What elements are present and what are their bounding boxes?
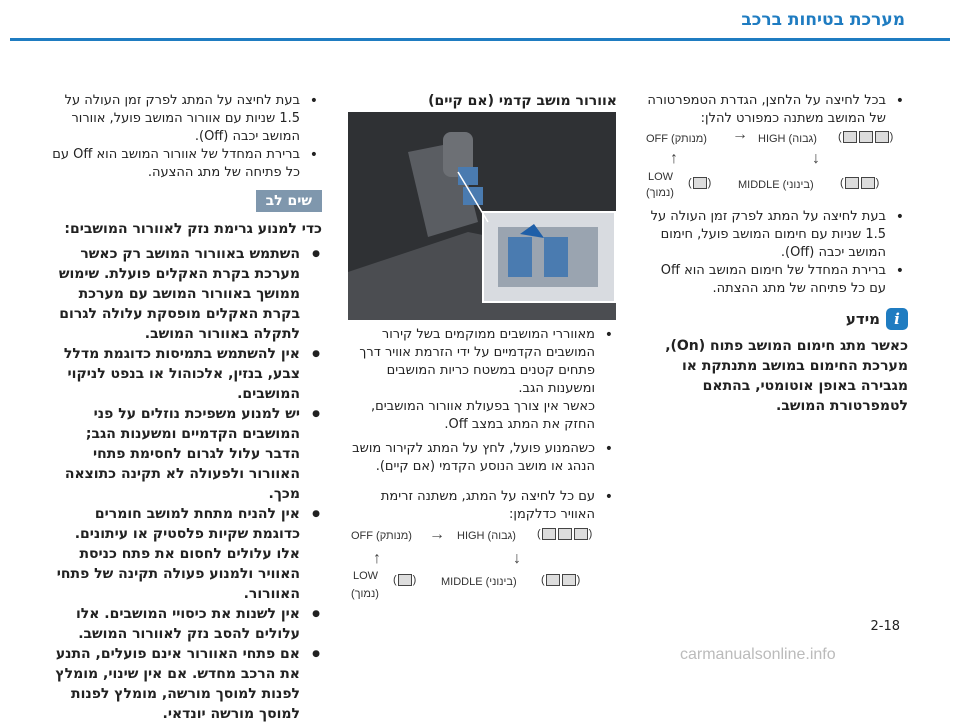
caution-item: ● אין לשנות את כיסויי המושבים. אלו עלולים להסב נזק לאוורור המושב. — [50, 604, 322, 644]
heated-seat-bullet-3: • ברירת המחדל של חימום המושב הוא Off עם כל פתיחה של מתג ההצתה. — [640, 262, 908, 298]
caution-item: ● אין להשתמש בתמיסות כדוגמת מדלל צבע, בנזין, אלכוהול או בנפט לניקוי המושבים. — [50, 344, 322, 404]
middle-column-text — [345, 326, 617, 524]
diagram-off: OFF (מנותק) — [646, 133, 707, 145]
note-text: כאשר מתג חימום המושב פתוח (On), מערכת החימום במושב מתנתקת או מגבירה באופן אוטומטי, בהתאם לטמפרטורת המושב. — [665, 338, 908, 414]
caution-item: ● יש למנוע משפיכת נוזלים על פני המושבים הקדמיים ומשענות הגב; הדבר עלול לגרום לחסימת פתחי האוורור ולפעולה לא תקינה כתוצאה מכך. — [50, 404, 322, 504]
note-title: מידע — [845, 310, 880, 328]
heated-seat-diagram — [640, 128, 908, 208]
caution-item: ● אם פתחי האוורור אינם פועלים, התנע את הרכב מחדש. אם אין שינוי, מומלץ לפנות למוסך מורשה, מומלץ לפנות למוסך מורשה יונדאי. — [50, 644, 322, 724]
arrow-right-icon: → — [429, 526, 445, 543]
seat-icons-high: ( ) — [838, 131, 894, 143]
vent-diagram-off: OFF (מנותק) — [351, 530, 412, 542]
vent-diagram-low: LOW — [353, 570, 379, 582]
page-header-title: מערכת בטיחות ברכב — [741, 10, 905, 30]
vent-seat-icons-high: ( ) — [537, 528, 593, 540]
arrow-down-icon: ↓ — [812, 150, 820, 167]
seat-icons-middle: ( ) — [840, 177, 880, 189]
ventilated-seat-bullet-3: • עם כל לחיצה על המתג, משתנה זרימת האוויר כדלקמן: — [345, 488, 617, 524]
caution-item: ● אין להניח מתחת למושב חומרים כדוגמת שקיות פלסטיק או עיתונים. אלו עלולים לחסום את פתח כניסת האוויר ולמנוע פעולה תקינה של פתחי האוורור. — [50, 504, 322, 604]
vent-diagram-low-sub: (נמוך) — [351, 588, 379, 600]
vent-seat-icons-middle: ( ) — [541, 574, 581, 586]
header-rule — [10, 38, 950, 41]
watermark: carmanualsonline.info — [680, 646, 836, 663]
arrow-right-icon: → — [732, 126, 748, 143]
arrow-down-icon: ↓ — [513, 550, 521, 567]
diagram-middle: MIDDLE (בינוני) — [738, 179, 814, 191]
arrow-up-icon: ↑ — [670, 150, 678, 167]
ventilated-seat-title: אוורור מושב קדמי (אם קיים) — [428, 93, 617, 109]
vent-seat-icons-low: ( ) — [393, 574, 417, 586]
diagram-low: LOW — [648, 171, 674, 183]
ventilation-diagram — [345, 528, 613, 608]
caution-intro: כדי למנוע גרימת נזק לאוורור המושבים: — [64, 221, 322, 237]
gear-console-illustration — [348, 112, 616, 320]
left-column — [50, 92, 322, 724]
heated-seat-bullet-1: • בכל לחיצה על הלחצן, הגדרת הטמפרטורה של המושב משתנה כמפורט להלן: — [640, 92, 908, 128]
vent-diagram-high: HIGH (גבוה) — [457, 530, 516, 542]
ventilated-seat-bullet-2: • כשהמנוע פועל, לחץ על המתג לקירור מושב הנהג או מושב הנוסע הקדמי (אם קיים). — [345, 440, 617, 476]
diagram-high: HIGH (גבוה) — [758, 133, 817, 145]
heated-seat-bullet-2: • בעת לחיצה על המתג לפרק זמן העולה על 1.5 שניות עם חימום המושב פועל, חימום המושב יכבה (Off). — [640, 208, 908, 262]
vent-diagram-middle: MIDDLE (בינוני) — [441, 576, 517, 588]
caution-badge: שים לב — [256, 190, 322, 212]
caution-item: ● השתמש באוורור המושב רק כאשר מערכת בקרת האקלים פועלת. שימוש ממושך באוורור המושב עם מערכת בקרת האקלים מופסקת עלולה לגרום לתקלה באוורור המושב. — [50, 244, 322, 344]
page-number: 2-18 — [870, 619, 900, 634]
info-icon: i — [886, 308, 908, 330]
diagram-low-sub: (נמוך) — [646, 187, 674, 199]
ventilated-seat-bullet-1b: כאשר אין צורך בפעולת אוורור המושבים, החזק את המתג במצב Off. — [371, 399, 595, 432]
ventilated-seat-switch-photo — [348, 112, 616, 320]
ventilated-seat-bullet-1: • מאווררי המושבים ממוקמים בשל קירור המושבים הקדמיים על ידי הזרמת אוויר דרך פתחים קטנים במשטח כריות המושבים ומשענות הגב. — [345, 326, 617, 398]
right-column — [640, 92, 908, 416]
vent-off-bullet-1: • בעת לחיצה על המתג לפרק זמן העולה על 1.5 שניות עם אוורור המושב פועל, אוורור המושב יכבה (Off). — [50, 92, 322, 146]
vent-off-bullet-2: • ברירת המחדל של אוורור המושב הוא Off עם כל פתיחה של מתג ההצעה. — [50, 146, 322, 182]
seat-icons-low: ( ) — [688, 177, 712, 189]
note-heading — [640, 308, 908, 330]
arrow-up-icon: ↑ — [373, 550, 381, 567]
